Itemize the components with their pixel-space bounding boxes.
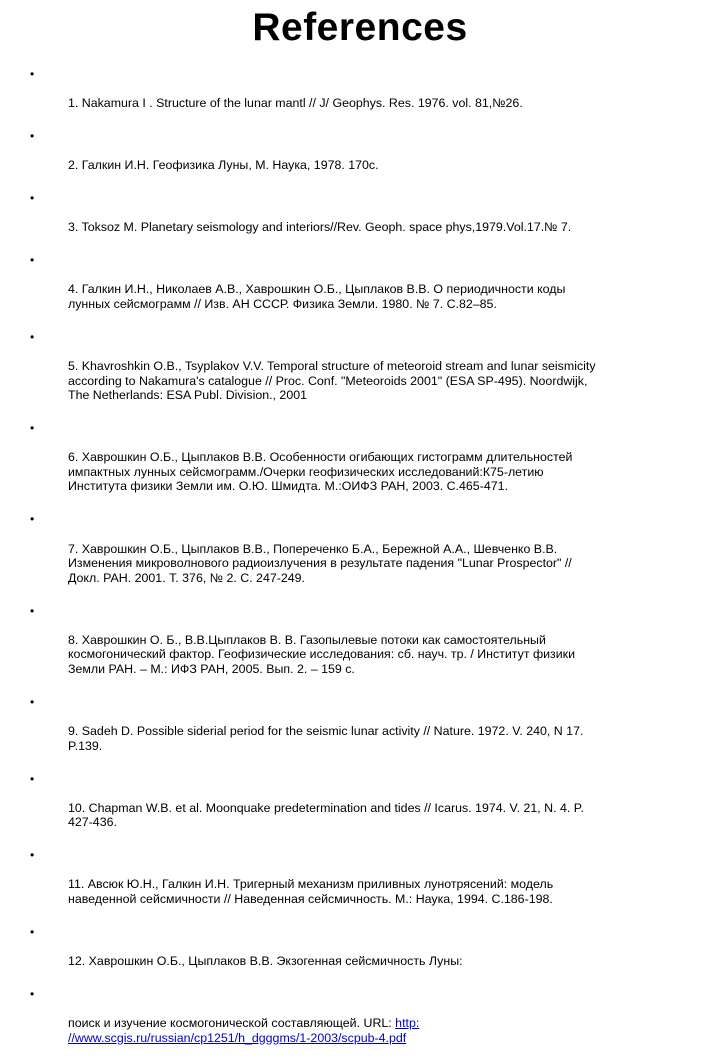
page-title: References — [252, 6, 468, 49]
reference-text: 4. Галкин И.Н., Николаев А.В., Хаврошкин О.Б., Цыплаков В.В. О периодичности коды лунных сейсмограмм // Изв. АН СССР. Физика Земли. 1980. № 7. С.82–85. — [68, 282, 566, 311]
bullet-icon: • — [30, 129, 35, 144]
list-item — [30, 67, 700, 125]
bullet-icon: • — [30, 191, 35, 206]
reference-text: 3. Toksoz M. Planetary seismology and interiors//Rev. Geoph. space phys,1979.Vol.17.№ 7. — [68, 220, 572, 235]
list-item — [30, 421, 700, 509]
list-item — [30, 129, 700, 187]
bullet-icon: • — [30, 986, 35, 1001]
reference-text-prefix: поиск и изучение космогонической составляющей. URL: — [68, 1016, 396, 1031]
bullet-icon: • — [30, 924, 35, 939]
list-item — [30, 772, 700, 845]
bullet-icon: • — [30, 253, 35, 268]
reference-text: 10. Chapman W.B. et al. Moonquake predetermination and tides // Icarus. 1974. V. 21, N. 4. P. 427-436. — [68, 800, 584, 830]
reference-text: 11. Авсюк Ю.Н., Галкин И.Н. Тригерный механизм приливных лунотрясений: модель наведенной сейсмичности // Наведенная сейсмичность. М.: Наука, 1994. С.186-198. — [68, 877, 554, 906]
reference-list — [30, 67, 700, 1064]
bullet-icon: • — [30, 694, 35, 709]
reference-text: 12. Хаврошкин О.Б., Цыплаков В.В. Экзогенная сейсмичность Луны: — [68, 954, 463, 968]
list-item — [30, 191, 700, 249]
list-item — [30, 512, 700, 600]
bullet-icon: • — [30, 603, 35, 618]
reference-text: 8. Хаврошкин О. Б., В.В.Цыплаков В. В. Газопылевые потоки как самостоятельный космогонический фактор. Геофизические исследования: сб. науч. тр. / Институт физики Земли РАН. – М.: ИФЗ РАН, 2005. Вып. 2. – 159 с. — [68, 632, 575, 676]
reference-text: 7. Хаврошкин О.Б., Цыплаков В.В., Попереченко Б.А., Бережной А.А., Шевченко В.В. Изменения микроволнового радиоизлучения в результате падения "Lunar Prospector" // Докл. РАН. 2001. Т. 376, № 2. С. 247-249. — [68, 541, 572, 585]
reference-text: 2. Галкин И.Н. Геофизика Луны, М. Наука, 1978. 170с. — [68, 158, 379, 173]
list-item — [30, 695, 700, 768]
reference-text: 1. Nakamura I . Structure of the lunar mantl // J/ Geophys. Res. 1976. vol. 81,№26. — [68, 96, 523, 111]
list-item — [30, 848, 700, 921]
list-item — [30, 604, 700, 692]
reference-text: 6. Хаврошкин О.Б., Цыплаков В.В. Особенности огибающих гистограмм длительностей импактных лунных сейсмограмм./Очерки геофизических исследований:К75-летию Института физики Земли им. О.Ю. Шмидта. М.:ОИФЗ РАН, 2003. С.465-471. — [68, 450, 573, 494]
bullet-icon: • — [30, 512, 35, 527]
list-item — [30, 330, 700, 418]
reference-text — [68, 1016, 700, 1045]
reference-text: 9. Sadeh D. Possible siderial period for the seismic lunar activity // Nature. 1972. V. 240, N 17. P.139. — [68, 724, 584, 753]
list-item — [30, 253, 700, 326]
bullet-icon: • — [30, 67, 35, 81]
bullet-icon: • — [30, 848, 35, 863]
bullet-icon: • — [30, 771, 35, 786]
bullet-icon: • — [30, 329, 35, 344]
bullet-icon: • — [30, 421, 35, 436]
list-item — [30, 987, 700, 1060]
reference-text: 5. Khavroshkin O.B., Tsyplakov V.V. Temporal structure of meteoroid stream and lunar seismicity according to Nakamura's catalogue // Proc. Conf. "Meteoroids 2001" (ESA SP-495). Noordwijk, The Netherlands: ESA Publ. Division., 2001 — [68, 359, 596, 403]
reference-url-link[interactable]: http: //www.scgis.ru/russian/cp1251/h_dgggms/1-2003/scpub-4.pdf — [68, 1016, 420, 1045]
list-item — [30, 925, 700, 983]
